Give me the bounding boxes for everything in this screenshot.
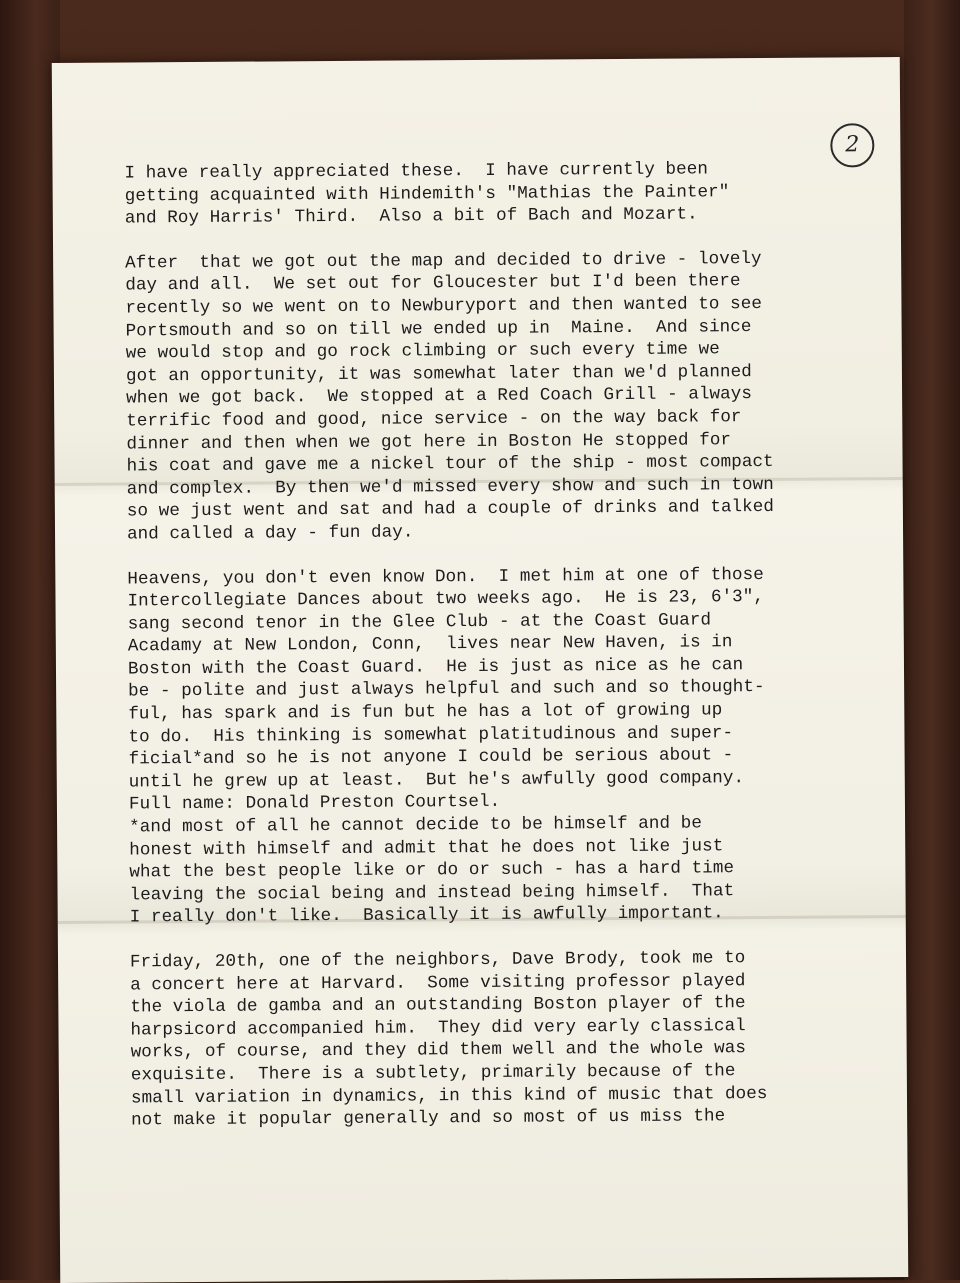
text-line: I really don't like. Basically it is awfully important.: [129, 903, 724, 928]
text-line: ful, has spark and is fun but he has a lot of growing up: [128, 700, 723, 725]
text-line: exquisite. There is a subtlety, primarily because of the: [130, 1061, 736, 1086]
letter-page: [52, 57, 908, 1283]
text-line: Full name: Donald Preston Courtsel.: [128, 792, 501, 815]
text-line: so we just went and sat and had a couple of drinks and talked: [126, 497, 775, 522]
text-line: the viola de gamba and an outstanding Boston player of the: [130, 993, 746, 1018]
text-line: dinner and then when we got here in Boston He stopped for: [126, 429, 732, 454]
text-line: Boston with the Coast Guard. He is just as nice as he can: [127, 655, 744, 680]
text-line: getting acquainted with Hindemith's "Mathias the Painter": [124, 181, 730, 207]
letter-body: [124, 157, 871, 1154]
desk-surface-left: [0, 0, 60, 1280]
text-line: leaving the social being and instead being himself. That: [129, 881, 735, 906]
text-line: *and most of all he cannot decide to be himself and be: [129, 813, 702, 838]
text-line: sang second tenor in the Glee Club - at the Coast Guard: [127, 610, 712, 635]
text-line: Heavens, you don't even know Don. I met him at one of those: [127, 564, 764, 589]
text-line: a concert here at Harvard. Some visiting professor played: [130, 970, 746, 996]
text-line: recently so we went on to Newburyport and then wanted to see: [125, 293, 763, 319]
text-line: harpsicord accompanied him. They did very early classical: [130, 1015, 746, 1041]
text-line: I have really appreciated these. I have currently been: [124, 159, 709, 184]
page-number-circle: 2: [830, 123, 874, 167]
paragraph-1: [124, 157, 864, 230]
text-line: be - polite and just always helpful and such and so thought-: [128, 677, 765, 702]
text-line: and called a day - fun day.: [126, 522, 414, 545]
text-line: got an opportunity, it was somewhat later than we'd planned: [125, 361, 752, 387]
text-line: After that we got out the map and decided to drive - lovely: [125, 248, 762, 274]
paragraph-4: [130, 946, 871, 1132]
text-line: Intercollegiate Dances about two weeks ago. He is 23, 6'3",: [127, 587, 765, 612]
text-line: when we got back. We stopped at a Red Coach Grill - always: [126, 384, 753, 409]
paragraph-2: [125, 247, 867, 546]
text-line: terrific food and good, nice service - on the way back for: [126, 407, 742, 432]
desk-surface-right: [904, 0, 960, 1280]
paragraph-3: [127, 563, 870, 930]
text-line: small variation in dynamics, in this kind of music that does: [130, 1083, 768, 1109]
text-line: and complex. By then we'd missed every show and such in town: [126, 474, 774, 500]
text-line: Portsmouth and so on till we ended up in Maine. And since: [125, 316, 752, 342]
text-line: Friday, 20th, one of the neighbors, Dave Brody, took me to: [129, 948, 746, 973]
text-line: until he grew up at least. But he's awfully good company.: [128, 768, 745, 793]
text-line: what the best people like or do or such - has a hard time: [129, 858, 735, 883]
text-line: to do. His thinking is somewhat platitudinous and super-: [128, 722, 734, 748]
text-line: ficial*and so he is not anyone I could be serious about -: [128, 745, 734, 770]
text-line: and Roy Harris' Third. Also a bit of Bach and Mozart.: [124, 204, 698, 229]
text-line: works, of course, and they did them well and the whole was: [130, 1038, 746, 1063]
text-line: we would stop and go rock climbing or such every time we: [125, 339, 720, 364]
text-line: not make it popular generally and so most of us miss the: [131, 1106, 726, 1131]
text-line: day and all. We set out for Gloucester but I'd been there: [125, 271, 741, 296]
text-line: honest with himself and admit that he does not like just: [129, 835, 724, 861]
text-line: Acadamy at New London, Conn, lives near New Haven, is in: [127, 632, 733, 657]
text-line: his coat and gave me a nickel tour of the ship - most compact: [126, 452, 774, 477]
